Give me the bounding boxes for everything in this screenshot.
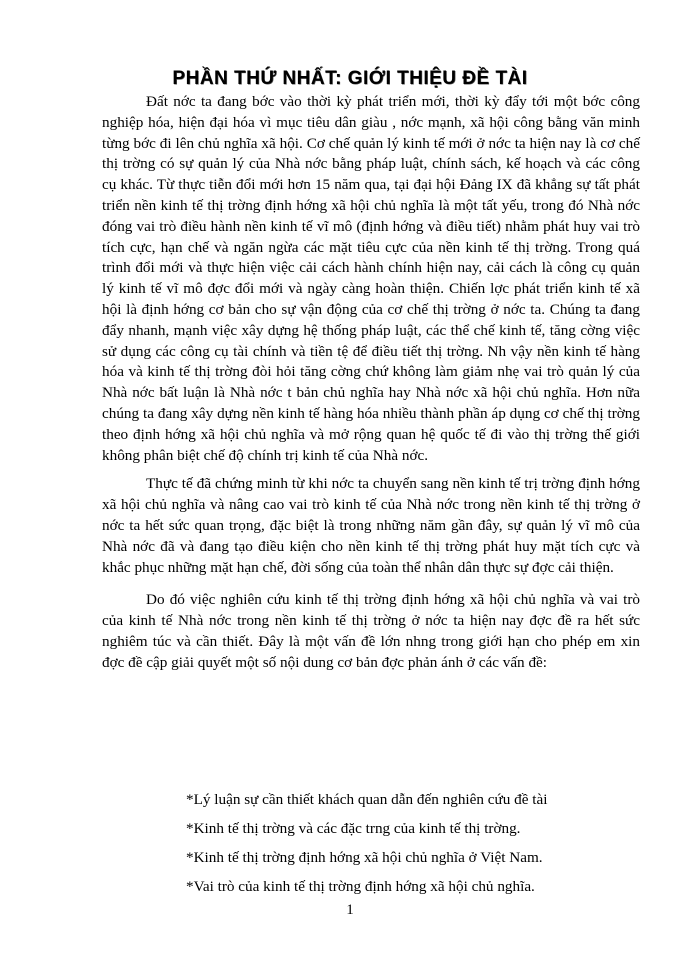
paragraph-3: Do đó việc nghiên cứu kinh tế thị trờng định hớng xã hội chủ nghĩa và vai trò của kinh tế Nhà nớc trong nền kinh tế thị trờng ở nớc ta hiện nay đợc đề ra hết sức nghiêm túc và cần thiết. Đây là một vấn đề lớn nhng trong giới hạn cho phép em xin đợc đề cập giải quyết một số nội dung cơ bản đợc phản ánh ở các vấn đề: bbox=[102, 591, 640, 671]
topic-item: *Kinh tế thị trờng và các đặc trng của kinh tế thị trờng. bbox=[186, 820, 521, 837]
page-number: 1 bbox=[346, 902, 354, 918]
topic-item: *Vai trò của kinh tế thị trờng định hớng xã hội chủ nghĩa. bbox=[186, 878, 535, 895]
section-title: PHẦN THỨ NHẤT: GIỚI THIỆU ĐỀ TÀI bbox=[172, 68, 528, 89]
paragraph-1: Đất nớc ta đang bớc vào thời kỳ phát triển mới, thời kỳ đẩy tới một bớc công nghiệp hóa, hiện đại hóa vì mục tiêu dân giàu , nớc mạnh, xã hội công bằng văn minh từng bớc đi lên chủ nghĩa xã hội. Cơ chế quản lý kinh tế mới ở nớc ta hiện nay là cơ chế thị trờng có sự quản lý của Nhà nớc bằng pháp luật, chính sách, kế hoạch và các công cụ khác. Từ thực tiễn đổi mới hơn 15 năm qua, tại đại hội Đảng IX đã khẳng sự tất phát triển nền kinh tế thị trờng định hớng xã hội chủ nghĩa là một tất yếu, trong đó Nhà nớc đóng vai trò điều hành nền kinh tế vĩ mô (định hớng và điều tiết) nhằm phát huy vai trò tích cực, hạn chế và ngăn ngừa các mặt tiêu cực của nền kinh tế thị trờng. Trong quá trình đổi mới và thực hiện việc cải cách hành chính hiện nay, cải cách là công cụ quản lý kinh tế vĩ mô đợc đổi mới và ngày càng hoàn thiện. Chiến lợc phát triển kinh tế xã hội là định hớng cơ bản cho sự vận động của cơ chế thị trờng ở nớc ta. Chúng ta đang đẩy nhanh, mạnh việc xây dựng hệ thống pháp luật, các thể chế kinh tế, tăng cờng việc sử dụng các công cụ tài chính và tiền tệ để điều tiết thị trờng. Nh vậy nền kinh tế hàng hóa và kinh tế thị trờng đòi hỏi tăng cờng chứ không làm giảm nhẹ vai trò quản lý của Nhà nớc bất luận là Nhà nớc t bản chủ nghĩa hay Nhà nớc xã hội chủ nghĩa. Hơn nữa chúng ta đang xây dựng nền kinh tế hàng hóa nhiều thành phần áp dụng cơ chế thị trờng theo định hớng xã hội chủ nghĩa và mở rộng quan hệ quốc tế đi vào thị trờng thế giới không phân biệt chế độ chính trị kinh tế của Nhà nớc. bbox=[102, 93, 640, 464]
topic-list bbox=[186, 790, 646, 906]
body-text bbox=[102, 92, 640, 686]
paragraph-2: Thực tế đã chứng minh từ khi nớc ta chuyển sang nền kinh tế trị trờng định hớng xã hội chủ nghĩa và nâng cao vai trò kinh tế của Nhà nớc trong nền kinh tế thị trờng ở nớc ta hết sức quan trọng, đặc biệt là trong những năm gần đây, sự quản lý vĩ mô của Nhà nớc đã và đang tạo điều kiện cho nền kinh tế thị trờng phát huy mặt tích cực và khắc phục những mặt hạn chế, đời sống của toàn thể nhân dân thực sự đợc cải thiện. bbox=[102, 475, 640, 576]
topic-item: *Kinh tế thị trờng định hớng xã hội chủ nghĩa ở Việt Nam. bbox=[186, 849, 543, 866]
topic-item: *Lý luận sự cần thiết khách quan dẫn đến nghiên cứu đề tài bbox=[186, 791, 548, 808]
